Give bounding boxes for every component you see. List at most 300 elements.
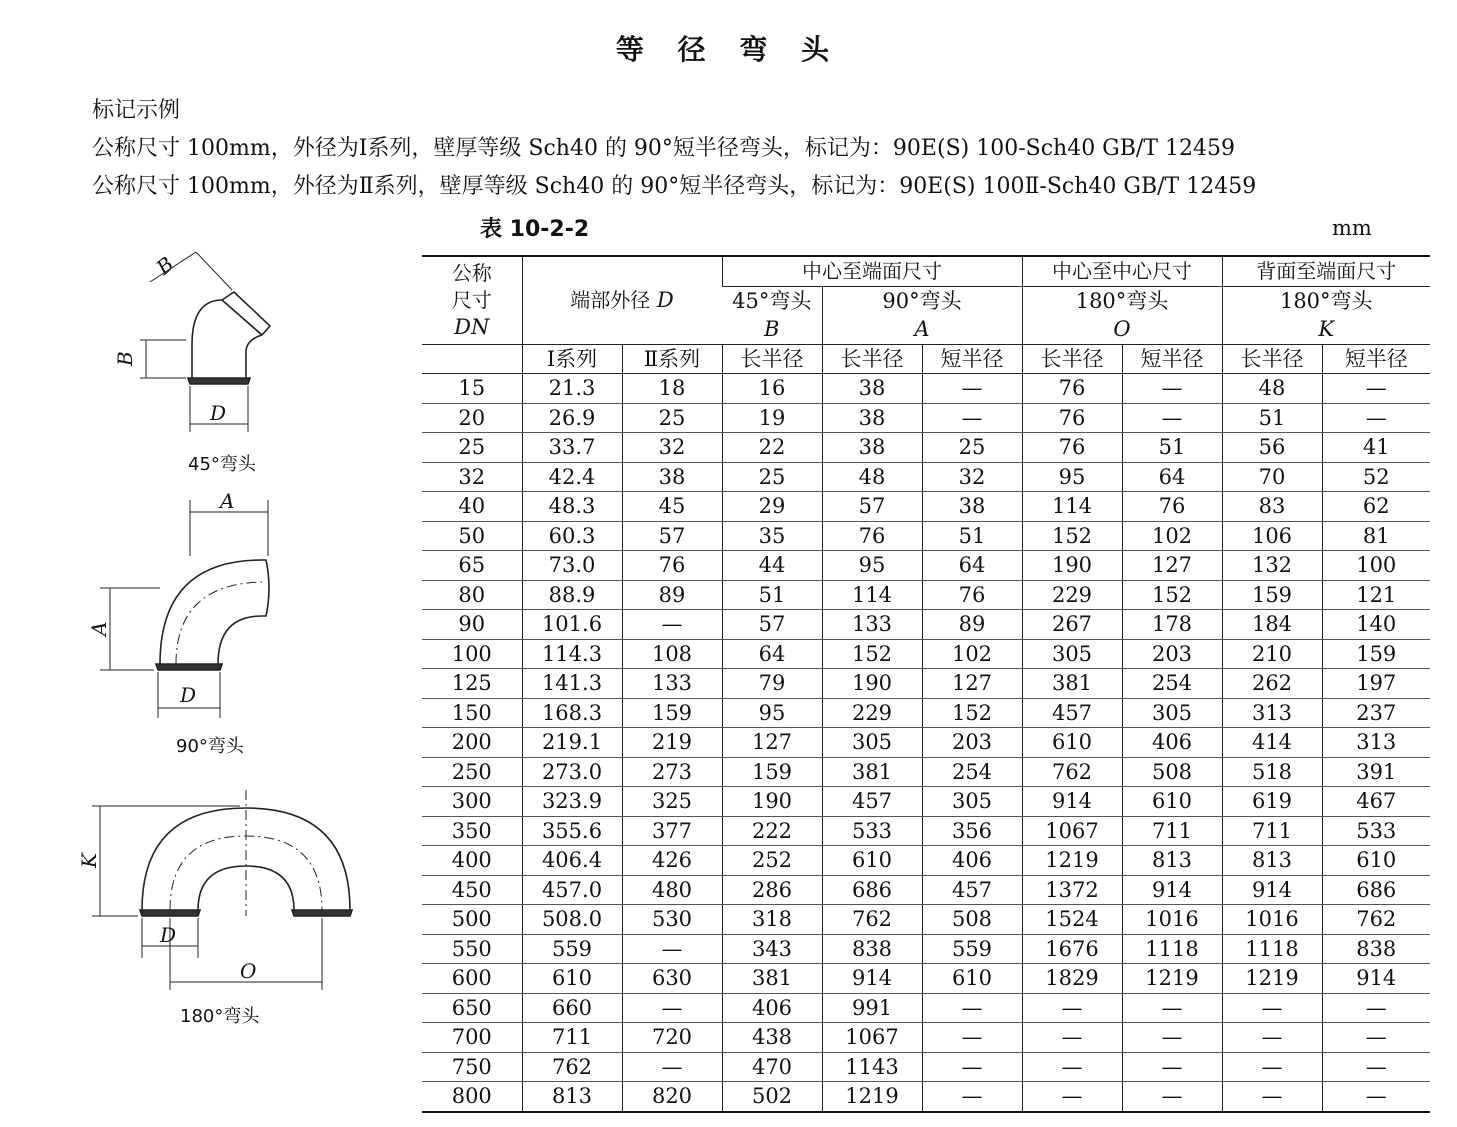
table-cell: 813	[1122, 846, 1222, 876]
table-cell: 254	[922, 757, 1022, 787]
table-cell: —	[622, 610, 722, 640]
header-elbow45-label: 45°弯头	[732, 288, 812, 313]
table-cell: 44	[722, 551, 822, 581]
table-cell: 159	[1322, 639, 1430, 669]
table-cell: —	[1122, 993, 1222, 1023]
table-cell: 127	[722, 728, 822, 758]
table-cell: 140	[1322, 610, 1430, 640]
table-row	[422, 964, 1430, 994]
table-cell: —	[1022, 1052, 1122, 1082]
table-row	[422, 403, 1430, 433]
table-cell: 203	[1122, 639, 1222, 669]
table-cell: 95	[722, 698, 822, 728]
table-row	[422, 521, 1430, 551]
table-cell: 38	[822, 403, 922, 433]
table-cell: 25	[422, 433, 522, 463]
table-cell: 65	[422, 551, 522, 581]
table-row	[422, 757, 1430, 787]
table-cell: 323.9	[522, 787, 622, 817]
table-cell: 305	[922, 787, 1022, 817]
header-sym-o: O	[1022, 315, 1222, 344]
header-elbow180-back-label: 180°弯头	[1279, 288, 1373, 313]
table-cell: 190	[722, 787, 822, 817]
table-cell: 610	[1022, 728, 1122, 758]
table-cell: 70	[1222, 462, 1322, 492]
table-cell: 1016	[1122, 905, 1222, 935]
table-cell: 254	[1122, 669, 1222, 699]
notes-line-2: 公称尺寸 100mm，外径为Ⅱ系列，壁厚等级 Sch40 的 90°短半径弯头，标记为：90E(S) 100Ⅱ-Sch40 GB/T 12459	[92, 174, 1257, 199]
table-cell: 750	[422, 1052, 522, 1082]
table-cell: 159	[722, 757, 822, 787]
elbow-45-dim-b-side: B	[113, 351, 137, 366]
table-cell: 406	[922, 846, 1022, 876]
table-cell: 438	[722, 1023, 822, 1053]
table-cell: 813	[1222, 846, 1322, 876]
table-row	[422, 492, 1430, 522]
table-cell: 57	[822, 492, 922, 522]
table-cell: 914	[1022, 787, 1122, 817]
table-cell: 190	[1022, 551, 1122, 581]
table-cell: 457	[922, 875, 1022, 905]
table-cell: 102	[1122, 521, 1222, 551]
table-cell: 457	[1022, 698, 1122, 728]
table-cell: 762	[1322, 905, 1430, 935]
table-cell: —	[622, 1052, 722, 1082]
table-cell: 95	[822, 551, 922, 581]
table-cell: 318	[722, 905, 822, 935]
table-cell: —	[922, 403, 1022, 433]
table-cell: 313	[1222, 698, 1322, 728]
table-row	[422, 698, 1430, 728]
table-cell: 90	[422, 610, 522, 640]
elbow-180-dim-k: K	[77, 853, 101, 868]
table-row	[422, 639, 1430, 669]
table-cell: 406	[1122, 728, 1222, 758]
header-series2: Ⅱ系列	[622, 344, 722, 374]
table-cell: 305	[1122, 698, 1222, 728]
table-cell: 64	[1122, 462, 1222, 492]
table-cell: 1524	[1022, 905, 1122, 935]
notes-line-1: 公称尺寸 100mm，外径为Ⅰ系列，壁厚等级 Sch40 的 90°短半径弯头，标记为：90E(S) 100-Sch40 GB/T 12459	[92, 136, 1235, 161]
header-dn	[422, 256, 522, 344]
table-row	[422, 551, 1430, 581]
table-cell: 38	[622, 462, 722, 492]
header-elbow180-center	[1022, 286, 1222, 315]
table-cell: 600	[422, 964, 522, 994]
table-cell: 1676	[1022, 934, 1122, 964]
table-cell: 51	[722, 580, 822, 610]
table-cell: 48	[822, 462, 922, 492]
table-cell: 355.6	[522, 816, 622, 846]
table-cell: 38	[922, 492, 1022, 522]
table-cell: 426	[622, 846, 722, 876]
table-cell: 711	[1222, 816, 1322, 846]
table-cell: 262	[1222, 669, 1322, 699]
table-cell: 222	[722, 816, 822, 846]
table-cell: 300	[422, 787, 522, 817]
table-cell: 820	[622, 1082, 722, 1112]
table-row	[422, 875, 1430, 905]
table-cell: 252	[722, 846, 822, 876]
header-outer-diameter	[522, 256, 722, 344]
table-cell: 76	[1022, 433, 1122, 463]
elbow-dimension-table	[422, 255, 1430, 1113]
table-cell: 168.3	[522, 698, 622, 728]
table-cell: 470	[722, 1052, 822, 1082]
table-cell: 550	[422, 934, 522, 964]
header-center-to-center-label: 中心至中心尺寸	[1052, 259, 1192, 284]
table-cell: —	[1122, 403, 1222, 433]
header-short-r-2: 短半径	[922, 344, 1022, 374]
table-cell: —	[1122, 1052, 1222, 1082]
elbow-90-dim-a-top: A	[220, 489, 235, 513]
table-cell: 102	[922, 639, 1022, 669]
table-cell: 114	[822, 580, 922, 610]
table-title: 表 10-2-2	[480, 217, 590, 242]
table-cell: 35	[722, 521, 822, 551]
table-cell: 1067	[1022, 816, 1122, 846]
table-cell: 610	[1322, 846, 1430, 876]
elbow-180-drawing	[92, 790, 352, 990]
page-title: 等 径 弯 头	[615, 33, 842, 66]
table-cell: 64	[922, 551, 1022, 581]
table-cell: —	[1322, 1082, 1430, 1112]
table-cell: 377	[622, 816, 722, 846]
table-cell: 1219	[1122, 964, 1222, 994]
table-cell: 83	[1222, 492, 1322, 522]
table-cell: 100	[422, 639, 522, 669]
table-cell: 45	[622, 492, 722, 522]
table-cell: —	[1222, 1052, 1322, 1082]
table-cell: 838	[822, 934, 922, 964]
table-cell: 18	[622, 374, 722, 404]
table-cell: 150	[422, 698, 522, 728]
table-cell: 406.4	[522, 846, 622, 876]
table-cell: 1219	[1222, 964, 1322, 994]
table-cell: 133	[822, 610, 922, 640]
table-cell: 508.0	[522, 905, 622, 935]
table-cell: 152	[1022, 521, 1122, 551]
table-cell: 25	[922, 433, 1022, 463]
table-cell: 700	[422, 1023, 522, 1053]
table-cell: 762	[522, 1052, 622, 1082]
table-cell: 152	[922, 698, 1022, 728]
header-long-r-3: 长半径	[1022, 344, 1122, 374]
table-cell: 159	[1222, 580, 1322, 610]
table-cell: 457	[822, 787, 922, 817]
table-cell: 51	[1122, 433, 1222, 463]
table-cell: 400	[422, 846, 522, 876]
table-cell: 720	[622, 1023, 722, 1053]
header-elbow90	[822, 286, 1022, 315]
header-center-to-end	[722, 256, 1022, 286]
table-cell: —	[1022, 1023, 1122, 1053]
table-cell: 1016	[1222, 905, 1322, 935]
table-cell: 508	[1122, 757, 1222, 787]
table-cell: —	[1322, 403, 1430, 433]
table-cell: —	[1322, 1052, 1430, 1082]
table-cell: 800	[422, 1082, 522, 1112]
table-cell: 52	[1322, 462, 1430, 492]
table-row	[422, 462, 1430, 492]
header-series1: Ⅰ系列	[522, 344, 622, 374]
table-cell: 219	[622, 728, 722, 758]
table-cell: 391	[1322, 757, 1430, 787]
elbow-90-dim-a-side: A	[87, 621, 111, 636]
table-row	[422, 669, 1430, 699]
table-cell: 1829	[1022, 964, 1122, 994]
table-cell: 22	[722, 433, 822, 463]
table-cell: 610	[522, 964, 622, 994]
table-cell: 125	[422, 669, 522, 699]
table-cell: 29	[722, 492, 822, 522]
table-cell: 229	[822, 698, 922, 728]
table-cell: 619	[1222, 787, 1322, 817]
header-long-r-2: 长半径	[822, 344, 922, 374]
table-row	[422, 816, 1430, 846]
table-cell: 762	[1022, 757, 1122, 787]
elbow-45-dim-b-top: B	[151, 251, 179, 280]
header-short-r-4: 短半径	[1322, 344, 1430, 374]
table-cell: 762	[822, 905, 922, 935]
table-cell: 406	[722, 993, 822, 1023]
table-cell: 114	[1022, 492, 1122, 522]
table-cell: —	[622, 934, 722, 964]
elbow-180-dim-d: D	[160, 923, 177, 947]
table-cell: —	[1022, 993, 1122, 1023]
table-cell: 686	[1322, 875, 1430, 905]
table-cell: 450	[422, 875, 522, 905]
table-cell: 237	[1322, 698, 1430, 728]
elbow-180-caption: 180°弯头	[180, 1006, 260, 1027]
table-cell: 711	[522, 1023, 622, 1053]
table-cell: 106	[1222, 521, 1322, 551]
header-dn-line2: 尺寸	[451, 287, 492, 312]
header-dn-line3: DN	[454, 314, 490, 339]
table-cell: 79	[722, 669, 822, 699]
header-outer-diameter-label: 端部外径	[570, 288, 651, 313]
table-cell: 197	[1322, 669, 1430, 699]
table-cell: 813	[522, 1082, 622, 1112]
table-cell: —	[922, 374, 1022, 404]
elbow-90-dim-d: D	[180, 683, 197, 707]
table-cell: 686	[822, 875, 922, 905]
header-center-to-center	[1022, 256, 1222, 286]
table-cell: 127	[922, 669, 1022, 699]
table-cell: 711	[1122, 816, 1222, 846]
table-cell: 533	[1322, 816, 1430, 846]
table-cell: 73.0	[522, 551, 622, 581]
table-cell: 356	[922, 816, 1022, 846]
table-cell: 38	[822, 374, 922, 404]
table-cell: 50	[422, 521, 522, 551]
table-cell: 1143	[822, 1052, 922, 1082]
table-cell: 610	[1122, 787, 1222, 817]
table-cell: 100	[1322, 551, 1430, 581]
table-cell: 518	[1222, 757, 1322, 787]
table-row	[422, 1023, 1430, 1053]
table-cell: 15	[422, 374, 522, 404]
table-cell: —	[1122, 1082, 1222, 1112]
header-back-to-end	[1222, 256, 1430, 286]
table-cell: —	[622, 993, 722, 1023]
table-cell: 40	[422, 492, 522, 522]
table-cell: 76	[622, 551, 722, 581]
table-row	[422, 610, 1430, 640]
table-cell: —	[1222, 993, 1322, 1023]
header-elbow90-label: 90°弯头	[882, 288, 962, 313]
table-cell: 95	[1022, 462, 1122, 492]
table-cell: 610	[822, 846, 922, 876]
table-cell: 25	[622, 403, 722, 433]
table-cell: 62	[1322, 492, 1430, 522]
header-center-to-end-label: 中心至端面尺寸	[802, 259, 942, 284]
table-cell: 305	[1022, 639, 1122, 669]
table-cell: 467	[1322, 787, 1430, 817]
table-cell: 381	[822, 757, 922, 787]
table-cell: 127	[1122, 551, 1222, 581]
table-cell: 250	[422, 757, 522, 787]
table-cell: 1067	[822, 1023, 922, 1053]
table-cell: 502	[722, 1082, 822, 1112]
table-cell: 838	[1322, 934, 1430, 964]
table-cell: 48	[1222, 374, 1322, 404]
table-row	[422, 993, 1430, 1023]
table-cell: 1118	[1122, 934, 1222, 964]
table-cell: —	[1322, 1023, 1430, 1053]
header-outer-diameter-sym: D	[656, 288, 674, 313]
table-cell: 533	[822, 816, 922, 846]
header-sym-a: A	[822, 315, 1022, 344]
table-cell: 101.6	[522, 610, 622, 640]
table-cell: —	[1222, 1023, 1322, 1053]
table-cell: 19	[722, 403, 822, 433]
header-long-r-4: 长半径	[1222, 344, 1322, 374]
table-cell: 16	[722, 374, 822, 404]
table-cell: 51	[1222, 403, 1322, 433]
table-cell: 152	[1122, 580, 1222, 610]
table-cell: 76	[1022, 403, 1122, 433]
header-dn-blank	[422, 344, 522, 374]
table-row	[422, 1082, 1430, 1112]
table-cell: 480	[622, 875, 722, 905]
header-short-r-3: 短半径	[1122, 344, 1222, 374]
table-cell: 42.4	[522, 462, 622, 492]
notes-heading: 标记示例	[92, 98, 181, 123]
table-cell: 89	[622, 580, 722, 610]
table-cell: 32	[622, 433, 722, 463]
table-cell: 559	[522, 934, 622, 964]
table-cell: 26.9	[522, 403, 622, 433]
table-cell: 914	[1322, 964, 1430, 994]
table-cell: 81	[1322, 521, 1430, 551]
table-cell: 1118	[1222, 934, 1322, 964]
table-cell: 325	[622, 787, 722, 817]
table-cell: 64	[722, 639, 822, 669]
table-cell: 343	[722, 934, 822, 964]
table-cell: 273.0	[522, 757, 622, 787]
unit-label: mm	[1332, 216, 1372, 240]
table-cell: 76	[1122, 492, 1222, 522]
table-cell: —	[1022, 1082, 1122, 1112]
table-cell: 152	[822, 639, 922, 669]
table-cell: 210	[1222, 639, 1322, 669]
table-row	[422, 787, 1430, 817]
table-cell: 56	[1222, 433, 1322, 463]
table-cell: 508	[922, 905, 1022, 935]
table-cell: 286	[722, 875, 822, 905]
table-cell: —	[922, 993, 1022, 1023]
table-cell: 76	[922, 580, 1022, 610]
table-row	[422, 846, 1430, 876]
table-cell: 313	[1322, 728, 1430, 758]
table-cell: 178	[1122, 610, 1222, 640]
header-elbow45	[722, 286, 822, 315]
elbow-180-dim-o: O	[240, 959, 257, 983]
table-cell: —	[1322, 993, 1430, 1023]
elbow-90-caption: 90°弯头	[176, 736, 244, 757]
table-cell: 33.7	[522, 433, 622, 463]
table-cell: 273	[622, 757, 722, 787]
table-row	[422, 580, 1430, 610]
header-back-to-end-label: 背面至端面尺寸	[1256, 259, 1397, 284]
table-cell: 121	[1322, 580, 1430, 610]
table-cell: 20	[422, 403, 522, 433]
table-row	[422, 905, 1430, 935]
elbow-45-caption: 45°弯头	[188, 454, 256, 475]
table-cell: —	[1222, 1082, 1322, 1112]
table-cell: 305	[822, 728, 922, 758]
table-cell: 159	[622, 698, 722, 728]
header-long-r-1: 长半径	[722, 344, 822, 374]
table-cell: 60.3	[522, 521, 622, 551]
table-cell: 1372	[1022, 875, 1122, 905]
table-row	[422, 433, 1430, 463]
elbow-45-dim-d: D	[210, 401, 227, 425]
table-cell: 203	[922, 728, 1022, 758]
table-cell: 500	[422, 905, 522, 935]
table-cell: 57	[722, 610, 822, 640]
header-elbow180-center-label: 180°弯头	[1075, 288, 1169, 313]
header-sym-k: K	[1222, 315, 1430, 344]
table-row	[422, 728, 1430, 758]
table-cell: 559	[922, 934, 1022, 964]
table-cell: 457.0	[522, 875, 622, 905]
table-cell: 141.3	[522, 669, 622, 699]
table-cell: —	[1122, 1023, 1222, 1053]
table-cell: 51	[922, 521, 1022, 551]
table-cell: 114.3	[522, 639, 622, 669]
table-body	[422, 374, 1430, 1112]
table-cell: 229	[1022, 580, 1122, 610]
header-elbow180-back	[1222, 286, 1430, 315]
table-cell: 914	[1222, 875, 1322, 905]
table-cell: 57	[622, 521, 722, 551]
table-row	[422, 1052, 1430, 1082]
table-cell: —	[922, 1052, 1022, 1082]
table-row	[422, 374, 1430, 404]
header-dn-line1: 公称	[451, 260, 492, 285]
table-cell: 32	[422, 462, 522, 492]
table-cell: 219.1	[522, 728, 622, 758]
table-cell: 89	[922, 610, 1022, 640]
header-sym-b: B	[722, 315, 822, 344]
table-cell: —	[922, 1082, 1022, 1112]
table-cell: —	[1322, 374, 1430, 404]
table-cell: 190	[822, 669, 922, 699]
table-cell: 991	[822, 993, 922, 1023]
table-cell: 381	[722, 964, 822, 994]
